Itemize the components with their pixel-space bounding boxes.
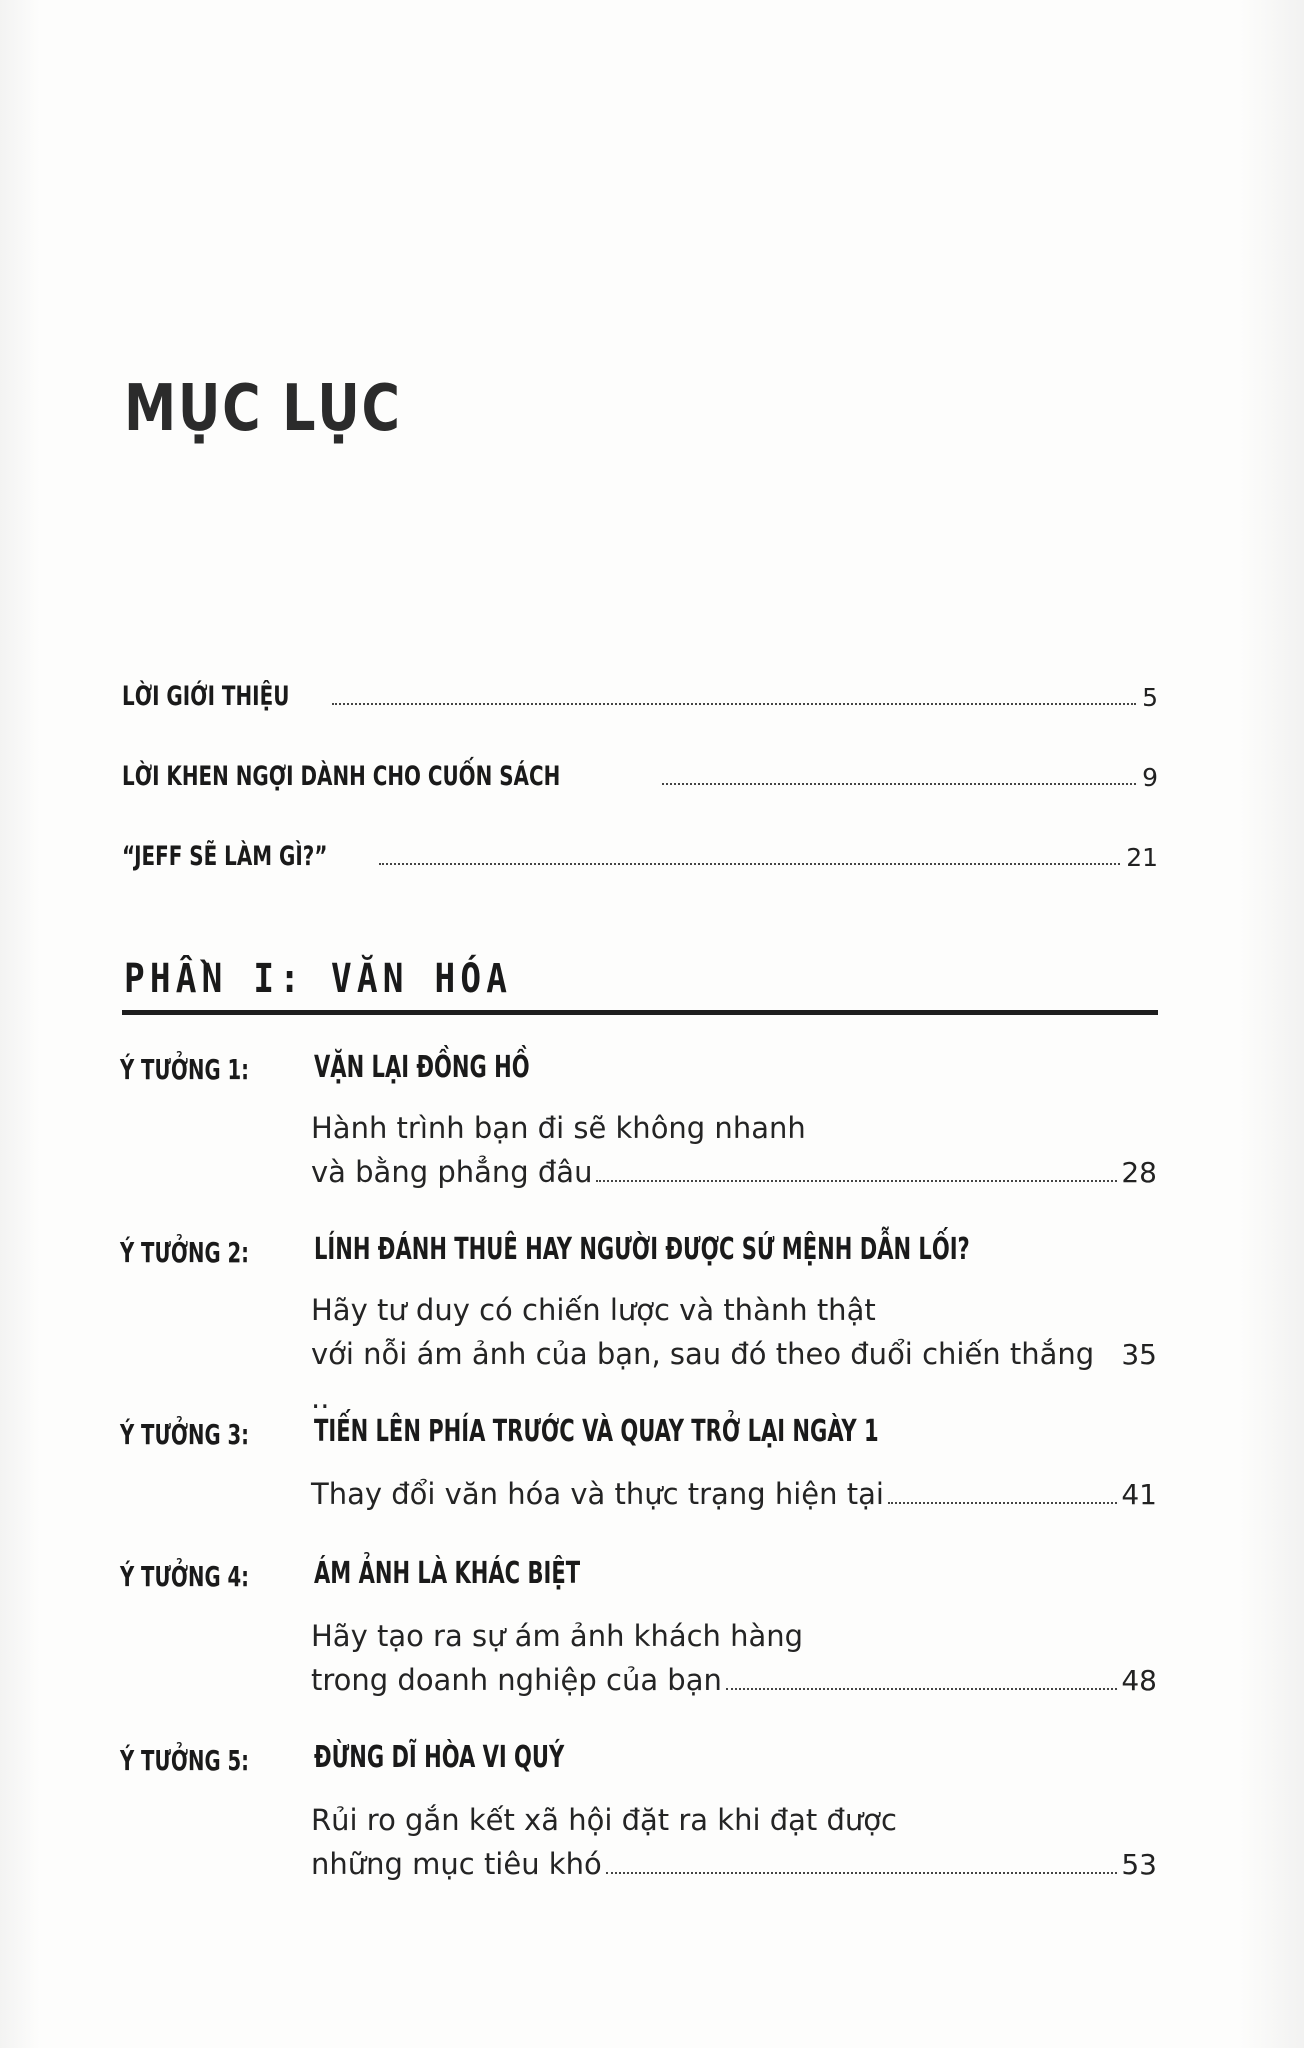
idea-description-line: Rủi ro gắn kết xã hội đặt ra khi đạt được: [311, 1803, 897, 1837]
idea-page: 35: [1121, 1338, 1157, 1371]
idea-label: Ý TƯỞNG 2:: [120, 1236, 249, 1269]
idea-description: [311, 1472, 1157, 1517]
idea-description-line: trong doanh nghiệp của bạn: [311, 1663, 722, 1697]
dot-leader: [596, 1179, 1117, 1182]
toc-entry-label: “JEFF SẼ LÀM GÌ?”: [122, 841, 328, 872]
idea-description-line: và bằng phẳng đâu: [311, 1155, 593, 1189]
toc-entry[interactable]: [122, 752, 1158, 792]
idea-description-line: Hành trình bạn đi sẽ không nhanh: [311, 1111, 806, 1145]
idea-page: 48: [1121, 1664, 1157, 1697]
dot-leader: [332, 702, 1136, 705]
toc-entry-page: 5: [1142, 683, 1158, 712]
idea-entry-line[interactable]: [311, 1472, 1157, 1517]
idea-description: [311, 1106, 1157, 1195]
idea-label: Ý TƯỞNG 4:: [120, 1560, 249, 1593]
idea-description-line: những mục tiêu khó: [311, 1847, 602, 1881]
dot-leader: [888, 1501, 1117, 1504]
idea-description-line: Thay đổi văn hóa và thực trạng hiện tại: [311, 1477, 884, 1511]
dot-leader: [726, 1687, 1117, 1690]
toc-entry[interactable]: [122, 672, 1158, 712]
dot-leader: [662, 782, 1136, 785]
idea-label: Ý TƯỞNG 5:: [120, 1744, 249, 1777]
part-heading: PHẦN I: VĂN HÓA: [124, 956, 513, 1002]
toc-entry-label: LỜI GIỚI THIỆU: [122, 681, 290, 712]
idea-entry-line[interactable]: [311, 1842, 1157, 1887]
idea-label: Ý TƯỞNG 1:: [120, 1053, 249, 1086]
idea-title[interactable]: VẶN LẠI ĐỒNG HỒ: [314, 1050, 530, 1085]
idea-page: 53: [1121, 1848, 1157, 1881]
idea-page: 28: [1121, 1156, 1157, 1189]
idea-description: [311, 1798, 1157, 1887]
idea-description-line: với nỗi ám ảnh của bạn, sau đó theo đuổi chiến thắng ..: [311, 1337, 1095, 1415]
toc-entry[interactable]: [122, 832, 1158, 872]
idea-description: [311, 1614, 1157, 1703]
idea-entry-line[interactable]: [311, 1658, 1157, 1703]
idea-description: [311, 1288, 1157, 1420]
idea-title[interactable]: LÍNH ĐÁNH THUÊ HAY NGƯỜI ĐƯỢC SỨ MỆNH DẪN LỐI?: [314, 1232, 970, 1267]
idea-description-line: Hãy tư duy có chiến lược và thành thật: [311, 1293, 876, 1327]
idea-entry-line[interactable]: [311, 1332, 1157, 1420]
idea-entry-line[interactable]: [311, 1150, 1157, 1195]
idea-title[interactable]: TIẾN LÊN PHÍA TRƯỚC VÀ QUAY TRỞ LẠI NGÀY 1: [314, 1414, 879, 1449]
idea-title[interactable]: ÁM ẢNH LÀ KHÁC BIỆT: [314, 1556, 581, 1591]
idea-description-line: Hãy tạo ra sự ám ảnh khách hàng: [311, 1619, 804, 1653]
toc-entry-page: 21: [1126, 843, 1158, 872]
idea-page: 41: [1121, 1478, 1157, 1511]
toc-entry-label: LỜI KHEN NGỢI DÀNH CHO CUỐN SÁCH: [122, 761, 561, 792]
part-divider: [122, 1010, 1158, 1015]
idea-title[interactable]: ĐỪNG DĨ HÒA VI QUÝ: [314, 1740, 565, 1775]
dot-leader: [606, 1871, 1118, 1874]
page-title: MỤC LỤC: [124, 372, 402, 446]
toc-entry-page: 9: [1142, 763, 1158, 792]
idea-label: Ý TƯỞNG 3:: [120, 1418, 249, 1451]
dot-leader: [379, 862, 1121, 865]
